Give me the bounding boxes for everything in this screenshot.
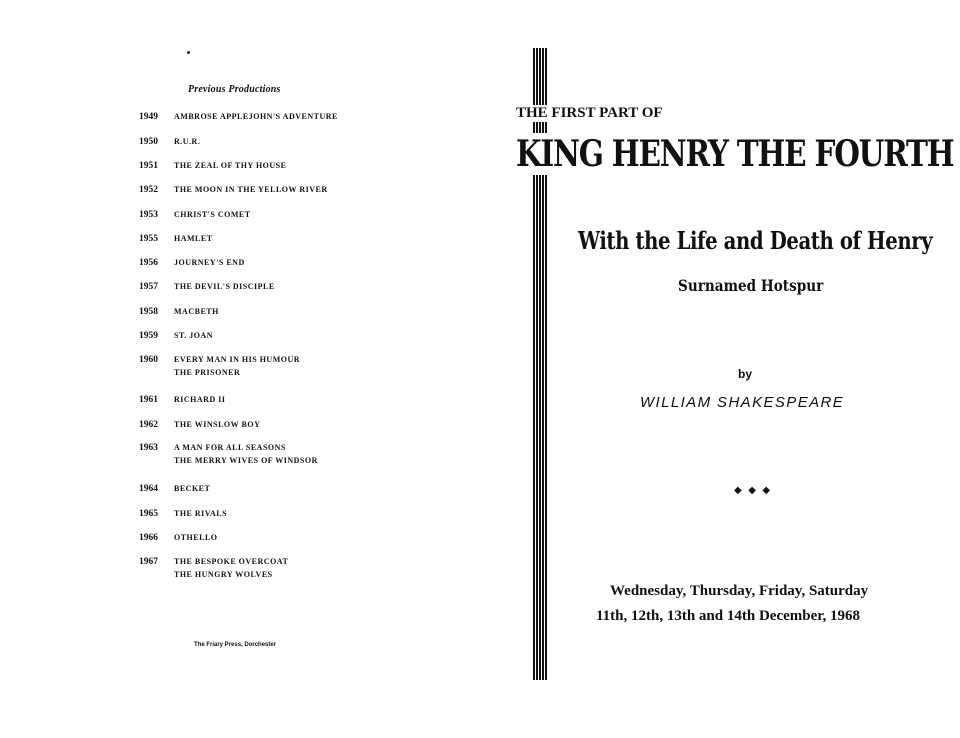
ink-dot <box>187 51 190 54</box>
production-title: R.U.R. <box>174 137 201 146</box>
production-title: THE WINSLOW BOY <box>174 420 261 429</box>
production-year: 1959 <box>139 331 158 341</box>
production-year: 1966 <box>139 533 158 543</box>
production-entry <box>139 441 459 467</box>
production-entry <box>139 280 459 294</box>
production-year: 1958 <box>139 307 158 317</box>
production-entry <box>139 555 459 581</box>
production-entry <box>139 482 459 496</box>
production-entry <box>139 531 459 545</box>
production-entry <box>139 507 459 521</box>
production-year: 1950 <box>139 137 158 147</box>
production-title: THE MERRY WIVES OF WINDSOR <box>174 456 318 465</box>
production-entry <box>139 183 459 197</box>
production-entry <box>139 256 459 270</box>
production-title: THE MOON IN THE YELLOW RIVER <box>174 185 328 194</box>
production-title: BECKET <box>174 484 211 493</box>
production-title: JOURNEY'S END <box>174 258 245 267</box>
previous-productions-heading: Previous Productions <box>188 84 281 95</box>
production-entry <box>139 393 459 407</box>
production-year: 1961 <box>139 395 158 405</box>
performance-dates: 11th, 12th, 13th and 14th December, 1968 <box>596 608 861 624</box>
play-title: KING HENRY THE FOURTH <box>516 133 957 175</box>
production-title: THE DEVIL'S DISCIPLE <box>174 282 275 291</box>
production-title: A MAN FOR ALL SEASONS <box>174 443 286 452</box>
production-year: 1967 <box>139 557 158 567</box>
production-title: THE PRISONER <box>174 368 241 377</box>
production-year: 1949 <box>139 112 158 122</box>
production-title: OTHELLO <box>174 533 218 542</box>
production-year: 1951 <box>139 161 158 171</box>
play-subtitle: With the Life and Death of Henry <box>578 226 933 255</box>
production-year: 1955 <box>139 234 158 244</box>
production-title: THE BESPOKE OVERCOAT <box>174 557 289 566</box>
production-year: 1956 <box>139 258 158 268</box>
performance-days: Wednesday, Thursday, Friday, Saturday <box>610 583 869 599</box>
production-year: 1957 <box>139 282 158 292</box>
printer-credit: The Friary Press, Dorchester <box>194 642 277 648</box>
production-entry <box>139 418 459 432</box>
production-entry <box>139 135 459 149</box>
play-subtitle-2: Surnamed Hotspur <box>678 276 824 295</box>
production-year: 1965 <box>139 509 158 519</box>
production-entry <box>139 208 459 222</box>
production-entry <box>139 329 459 343</box>
production-year: 1963 <box>139 443 158 453</box>
production-title: THE ZEAL OF THY HOUSE <box>174 161 287 170</box>
production-year: 1960 <box>139 355 158 365</box>
production-title: CHRIST'S COMET <box>174 210 251 219</box>
production-entry <box>139 305 459 319</box>
production-entry <box>139 110 459 124</box>
by-label: by <box>738 367 753 381</box>
ornament-diamonds: ◆ ◆ ◆ <box>734 485 773 496</box>
production-entry <box>139 353 459 379</box>
production-title: RICHARD II <box>174 395 226 404</box>
production-title: AMBROSE APPLEJOHN'S ADVENTURE <box>174 112 338 121</box>
production-title: THE RIVALS <box>174 509 228 518</box>
production-title: MACBETH <box>174 307 219 316</box>
author-name: WILLIAM SHAKESPEARE <box>640 394 845 411</box>
pre-title: THE FIRST PART OF <box>516 105 666 122</box>
production-title: HAMLET <box>174 234 213 243</box>
production-entry <box>139 232 459 246</box>
production-year: 1964 <box>139 484 158 494</box>
production-year: 1962 <box>139 420 158 430</box>
production-entry <box>139 159 459 173</box>
production-title: EVERY MAN IN HIS HUMOUR <box>174 355 301 364</box>
production-title: ST. JOAN <box>174 331 213 340</box>
production-year: 1952 <box>139 185 158 195</box>
production-year: 1953 <box>139 210 158 220</box>
production-title: THE HUNGRY WOLVES <box>174 570 273 579</box>
